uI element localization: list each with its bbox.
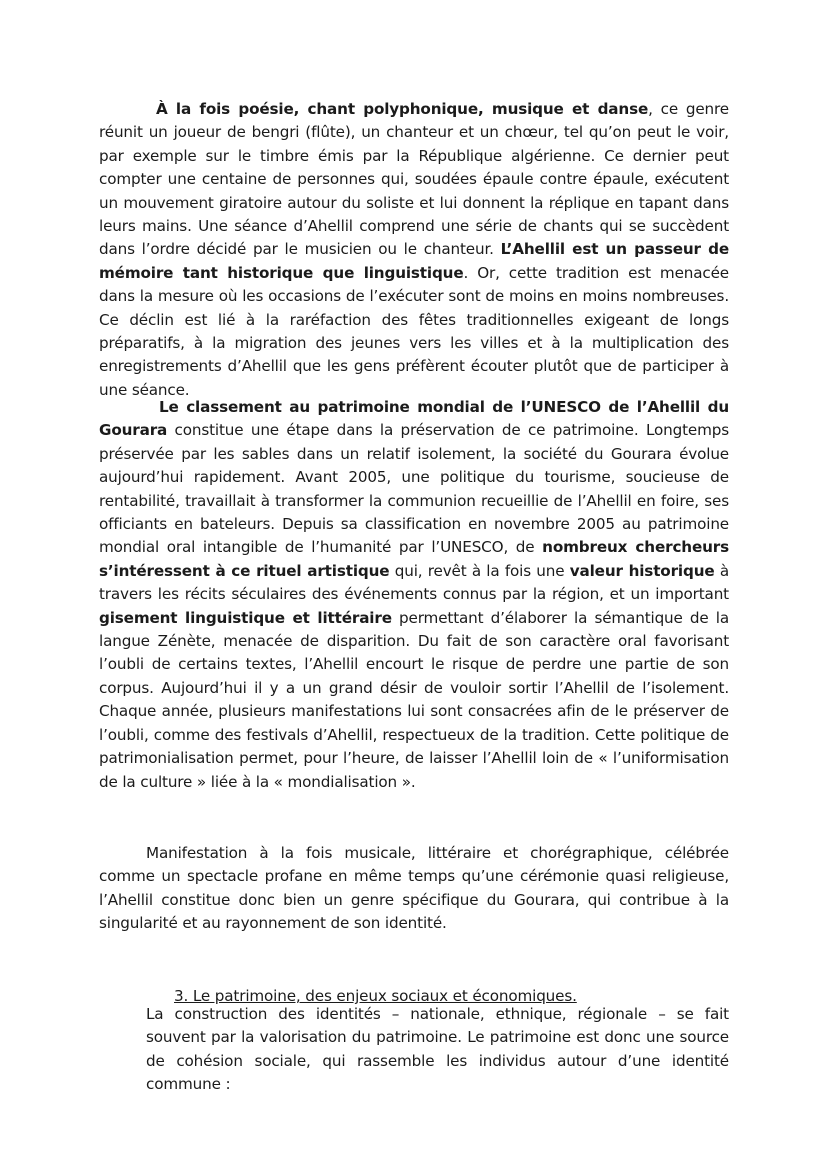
paragraph-ahellil-description bbox=[99, 98, 729, 402]
paragraph-identity bbox=[146, 1003, 729, 1097]
paragraph-text: qui, revêt à la fois une bbox=[389, 561, 570, 580]
paragraph-text: permettant d’élaborer la sémantique de la langue Zénète, menacée de disparition. Du fait de son caractère oral favorisant l’oubli de certains textes, l’Ahellil encourt le risque de perdre une partie de son corpus. Aujourd’hui il y a un grand désir de vouloir sortir l’Ahellil de l’isolement. Chaque année, plusieurs manifestations lui sont consacrées afin de le préserver de l’oubli, comme des festivals d’Ahellil, respectueux de la tradition. Cette politique de patrimonialisation permet, pour l’heure, de laisser l’Ahellil loin de « l’uniformisation de la culture » liée à la « mondialisation ». bbox=[99, 608, 729, 791]
section-heading: 3. Le patrimoine, des enjeux sociaux et économiques. bbox=[174, 987, 577, 1005]
paragraph-text: . Or, cette tradition est menacée dans la mesure où les occasions de l’exécuter sont de moins en moins nombreuses. Ce déclin est lié à la raréfaction des fêtes traditionnelles exigeant de longs préparatifs, à la migration des jeunes vers les villes et à la multiplication des enregistrements d’Ahellil que les gens préfèrent écouter plutôt que de participer à une séance. bbox=[99, 263, 729, 399]
paragraph-text: constitue une étape dans la préservation de ce patrimoine. Longtemps préservée par les sables dans un relatif isolement, la société du Gourara évolue aujourd’hui rapidement. Avant 2005, une politique du tourisme, soucieuse de rentabilité, travaillait à transformer la communion recueillie de l’Ahellil en foire, ses officiants en bateleurs. Depuis sa classification en novembre 2005 au patrimoine mondial oral intangible de l’humanité par l’UNESCO, de bbox=[99, 421, 729, 557]
paragraph-text: , ce genre réunit un joueur de bengri (flûte), un chanteur et un chœur, tel qu’on peut le voir, par exemple sur le timbre émis par la République algérienne. Ce dernier peut compter une centaine de personnes qui, soudées épaule contre épaule, exécutent un mouvement giratoire autour du soliste et lui donnent la réplique en tapant dans leurs mains. Une séance d’Ahellil comprend une série de chants qui se succèdent dans l’ordre décidé par le musicien ou le chanteur. bbox=[99, 100, 729, 259]
bold-phrase: À la fois poésie, chant polyphonique, musique et danse bbox=[156, 100, 649, 118]
paragraph-unesco-classification bbox=[99, 396, 729, 794]
paragraph-conclusion bbox=[99, 842, 729, 936]
bold-phrase: L’Ahellil est un passeur de mémoire tant historique que linguistique bbox=[99, 240, 729, 282]
paragraph-text: Manifestation à la fois musicale, littéraire et chorégraphique, célébrée comme un spectacle profane en même temps qu’une cérémonie quasi religieuse, l’Ahellil constitue donc bien un genre spécifique du Gourara, qui contribue à la singularité et au rayonnement de son identité. bbox=[99, 844, 729, 933]
bold-phrase: gisement linguistique et littéraire bbox=[99, 608, 392, 627]
paragraph-text: à travers les récits séculaires des événements connus par la région, et un important bbox=[99, 561, 729, 604]
bold-phrase: Le classement au patrimoine mondial de l’UNESCO de l’Ahellil du Gourara bbox=[99, 398, 729, 440]
paragraph-text: La construction des identités – nationale, ethnique, régionale – se fait souvent par la valorisation du patrimoine. Le patrimoine est donc une source de cohésion sociale, qui rassemble les individus autour d’une identité commune : bbox=[146, 1005, 729, 1094]
bold-phrase: nombreux chercheurs s’intéressent à ce rituel artistique bbox=[99, 538, 729, 580]
bold-phrase: valeur historique bbox=[569, 561, 715, 580]
